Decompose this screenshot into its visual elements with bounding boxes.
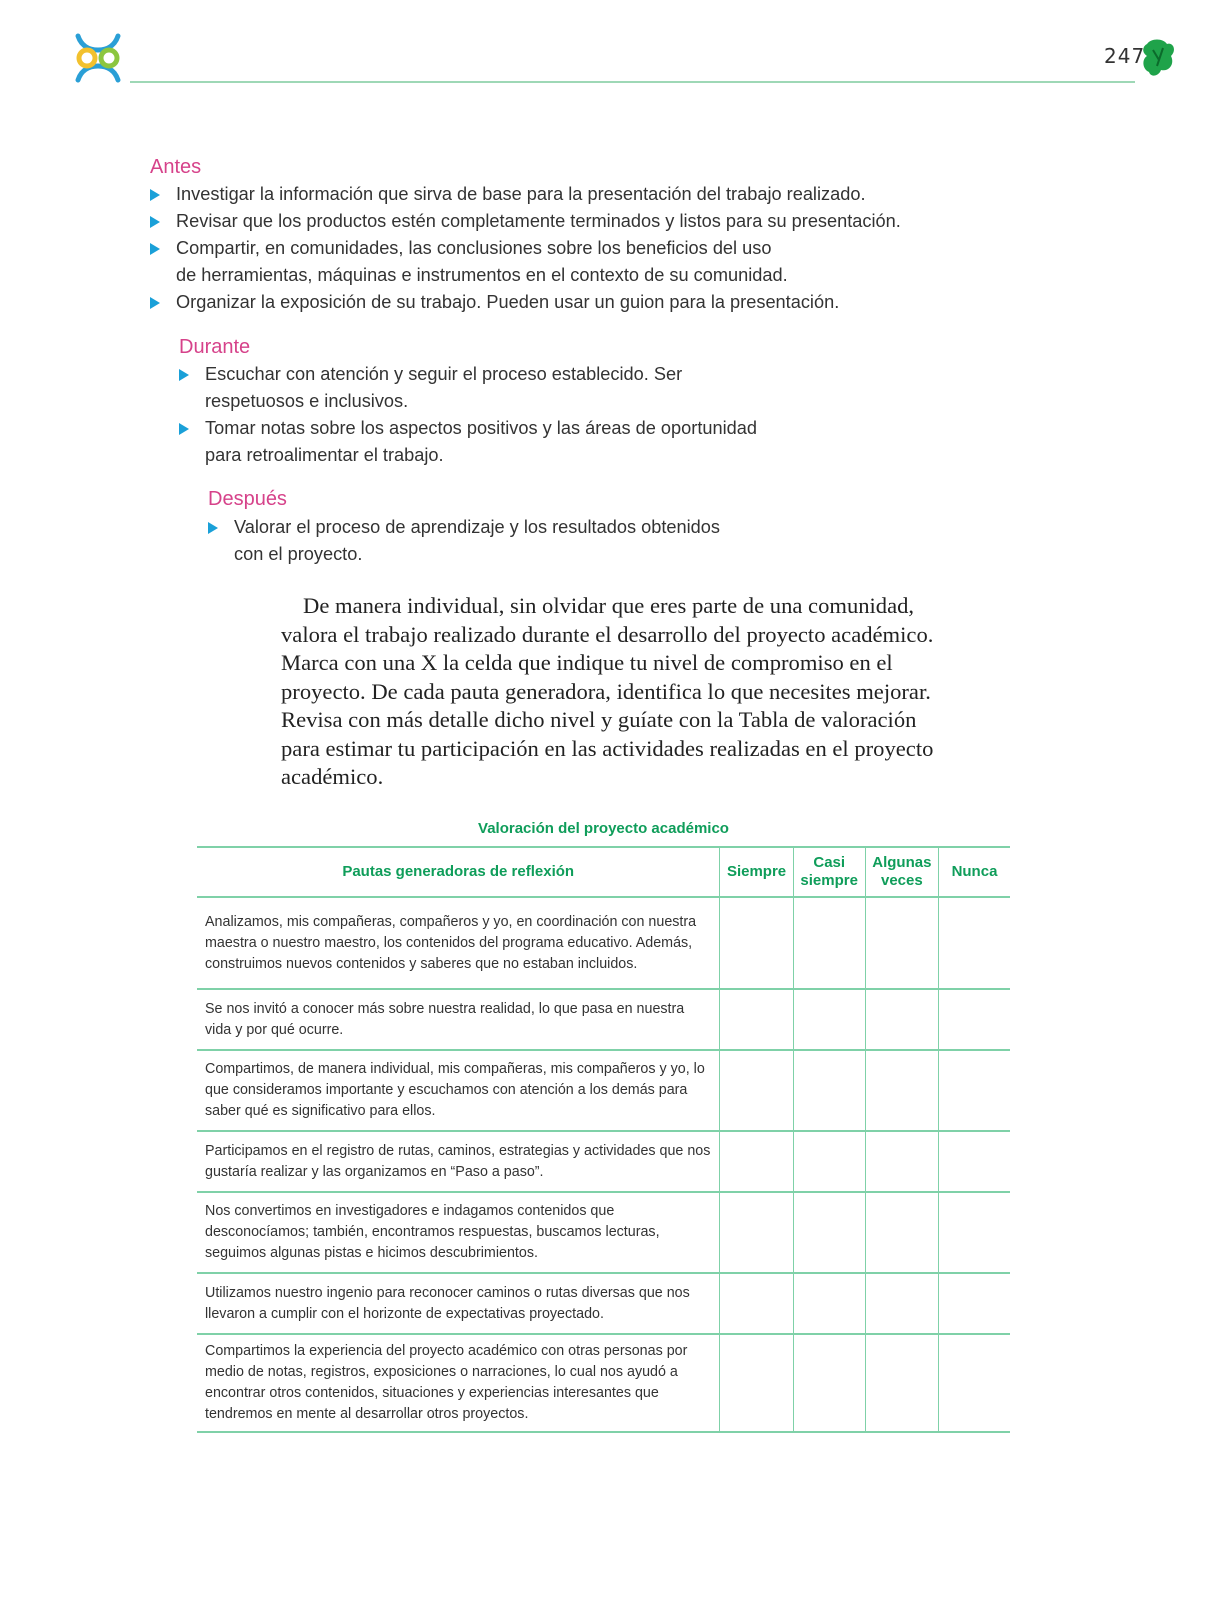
instruction-paragraph: De manera individual, sin olvidar que eres parte de una comunidad, valora el trabajo realizado durante el desarrollo del proyecto académico. Marca con una X la celda que indique tu nivel de compromiso en el proyecto. De cada pauta generadora, identifica lo que necesites mejorar. Revisa con más detalle dicho nivel y guíate con la Tabla de valoración para estimar tu participación en las actividades realizadas en el proyecto académico. [281, 593, 934, 789]
section-title-despues: Después [208, 488, 287, 510]
list-item: Compartir, en comunidades, las conclusiones sobre los beneficios del uso de herramientas, máquinas e instrumentos en el contexto de su comunidad. [148, 235, 796, 289]
row-text: Nos convertimos en investigadores e indagamos contenidos que desconocíamos; también, encontramos respuestas, buscamos lecturas, seguimos algunas pistas e hicimos descubrimientos. [197, 1192, 720, 1273]
list-item: Organizar la exposición de su trabajo. Pueden usar un guion para la presentación. [148, 289, 908, 316]
cell-siempre[interactable] [720, 1050, 793, 1131]
header-pautas: Pautas generadoras de reflexión [197, 847, 720, 897]
table-row [197, 1131, 1010, 1192]
section-title-antes: Antes [150, 156, 202, 178]
bullet-arrow-icon [150, 189, 160, 201]
despues-list [206, 514, 726, 568]
cell-casi-siempre[interactable] [793, 989, 865, 1050]
cell-casi-siempre[interactable] [793, 897, 865, 989]
list-item: Escuchar con atención y seguir el proceso establecido. Ser respetuosos e inclusivos. [177, 361, 767, 415]
cell-algunas-veces[interactable] [865, 1192, 938, 1273]
table-row [197, 1050, 1010, 1131]
cell-algunas-veces[interactable] [865, 1131, 938, 1192]
durante-list [177, 361, 767, 469]
table-row [197, 1334, 1010, 1432]
cell-nunca[interactable] [938, 989, 1010, 1050]
table-row [197, 897, 1010, 989]
cell-algunas-veces[interactable] [865, 1273, 938, 1334]
table-header-row [197, 847, 1010, 897]
cell-casi-siempre[interactable] [793, 1131, 865, 1192]
cell-nunca[interactable] [938, 1273, 1010, 1334]
row-text: Utilizamos nuestro ingenio para reconocer caminos o rutas diversas que nos llevaron a cumplir con el horizonte de expectativas proyectado. [197, 1273, 720, 1334]
bullet-arrow-icon [179, 369, 189, 381]
cell-nunca[interactable] [938, 1334, 1010, 1432]
list-item: Valorar el proceso de aprendizaje y los resultados obtenidos con el proyecto. [206, 514, 726, 568]
cell-siempre[interactable] [720, 897, 793, 989]
row-text: Participamos en el registro de rutas, caminos, estrategias y actividades que nos gustaría realizar y las organizamos en “Paso a paso”. [197, 1131, 720, 1192]
cell-casi-siempre[interactable] [793, 1192, 865, 1273]
cell-algunas-veces[interactable] [865, 897, 938, 989]
table-row [197, 989, 1010, 1050]
bullet-arrow-icon [150, 243, 160, 255]
header-rule [130, 81, 1135, 83]
cell-algunas-veces[interactable] [865, 1334, 938, 1432]
cell-siempre[interactable] [720, 989, 793, 1050]
section-title-durante: Durante [179, 336, 251, 358]
cell-casi-siempre[interactable] [793, 1273, 865, 1334]
bullet-arrow-icon [179, 423, 189, 435]
cell-nunca[interactable] [938, 1192, 1010, 1273]
cell-casi-siempre[interactable] [793, 1050, 865, 1131]
cell-casi-siempre[interactable] [793, 1334, 865, 1432]
list-item: Revisar que los productos estén completamente terminados y listos para su presentación. [148, 208, 908, 235]
row-text: Compartimos la experiencia del proyecto académico con otras personas por medio de notas, registros, exposiciones o narraciones, lo cual nos ayudó a encontrar otros contenidos, situaciones y experiencias interesantes que tendremos en mente al desarrollar otros proyectos. [197, 1334, 720, 1432]
cell-nunca[interactable] [938, 1050, 1010, 1131]
series-logo-icon [72, 32, 124, 84]
cell-nunca[interactable] [938, 897, 1010, 989]
cell-siempre[interactable] [720, 1273, 793, 1334]
antes-list [148, 181, 908, 316]
row-text: Compartimos, de manera individual, mis compañeras, mis compañeros y yo, lo que consideramos importante y escuchamos con atención a los demás para saber qué es significativo para ellos. [197, 1050, 720, 1131]
cell-siempre[interactable] [720, 1192, 793, 1273]
page-number: 247 [1104, 44, 1146, 68]
evaluation-table [197, 846, 1010, 1433]
row-text: Se nos invitó a conocer más sobre nuestra realidad, lo que pasa en nuestra vida y por qué ocurre. [197, 989, 720, 1050]
green-figure-icon [1141, 38, 1177, 78]
cell-siempre[interactable] [720, 1131, 793, 1192]
list-item: Tomar notas sobre los aspectos positivos y las áreas de oportunidad para retroalimentar el trabajo. [177, 415, 767, 469]
bullet-arrow-icon [150, 216, 160, 228]
cell-siempre[interactable] [720, 1334, 793, 1432]
table-row [197, 1273, 1010, 1334]
bullet-arrow-icon [150, 297, 160, 309]
header-casi-siempre: Casi siempre [793, 847, 865, 897]
header-nunca: Nunca [938, 847, 1010, 897]
table-title: Valoración del proyecto académico [478, 820, 729, 837]
cell-algunas-veces[interactable] [865, 1050, 938, 1131]
header-siempre: Siempre [720, 847, 793, 897]
table-row [197, 1192, 1010, 1273]
cell-algunas-veces[interactable] [865, 989, 938, 1050]
cell-nunca[interactable] [938, 1131, 1010, 1192]
bullet-arrow-icon [208, 522, 218, 534]
header-algunas-veces: Algunas veces [865, 847, 938, 897]
list-item: Investigar la información que sirva de base para la presentación del trabajo realizado. [148, 181, 908, 208]
row-text: Analizamos, mis compañeras, compañeros y yo, en coordinación con nuestra maestra o nuestro maestro, los contenidos del programa educativo. Además, construimos nuevos contenidos y saberes que no estaban incluidos. [197, 897, 720, 989]
